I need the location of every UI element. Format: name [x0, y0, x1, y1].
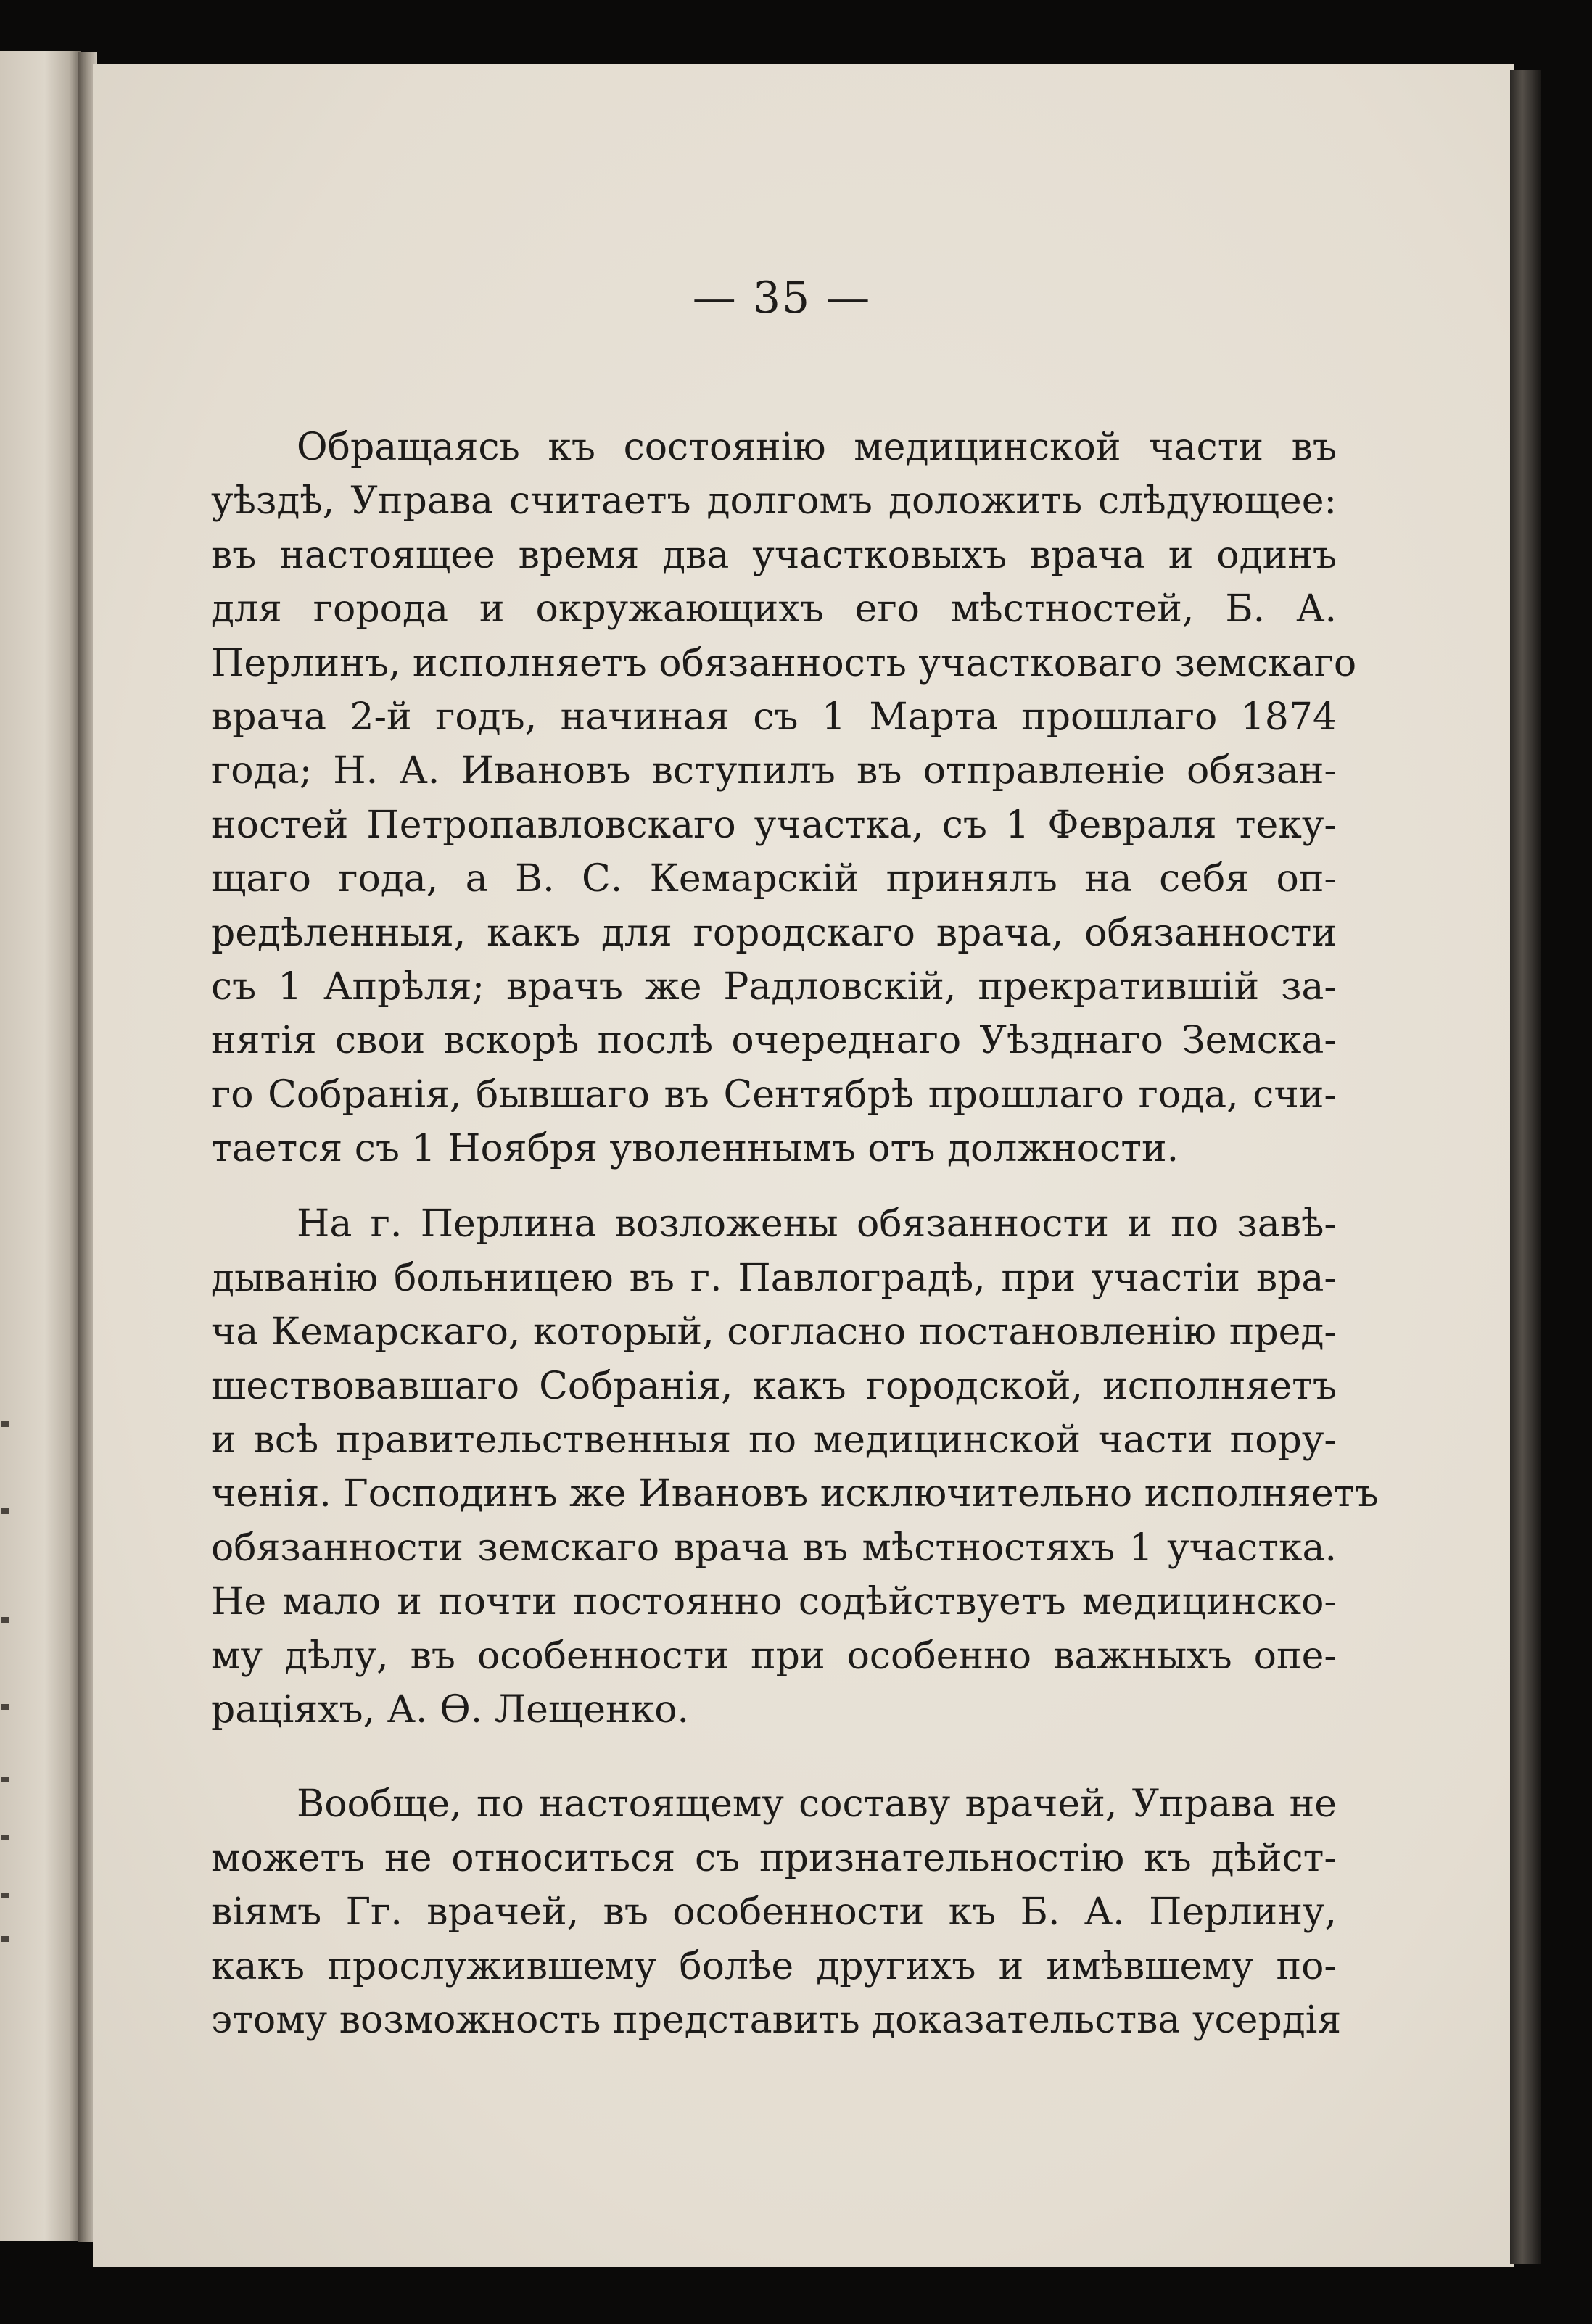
text-line: для города и окружающихъ его мѣстностей, Б. А.	[211, 587, 1337, 632]
text-line: можетъ не относиться съ признательностію къ дѣйст-	[211, 1836, 1337, 1880]
margin-mark	[1, 1893, 9, 1898]
text-line: уѣздѣ, Управа считаетъ долгомъ доложить слѣдующее:	[211, 479, 1337, 524]
text-line: обязанности земскаго врача въ мѣстностяхъ 1 участка.	[211, 1526, 1337, 1570]
margin-mark	[1, 1421, 9, 1427]
text-line: Обращаясь къ состоянію медицинской части въ	[297, 426, 1337, 469]
text-line: му дѣлу, въ особенности при особенно важныхъ опе-	[211, 1634, 1337, 1678]
text-line: и всѣ правительственныя по медицинской части пору-	[211, 1418, 1337, 1463]
text-line: Вообще, по настоящему составу врачей, Управа не	[297, 1782, 1337, 1827]
previous-page-edge	[0, 51, 81, 2241]
text-line: Перлинъ, исполняетъ обязанность участковаго земскаго	[211, 641, 1357, 685]
text-line: года; Н. А. Ивановъ вступилъ въ отправленіе обязан-	[211, 749, 1337, 793]
text-line: ностей Петропавловскаго участка, съ 1 Февраля теку-	[211, 803, 1337, 847]
text-line: раціяхъ, А. Ѳ. Лещенко.	[211, 1687, 690, 1732]
text-line: съ 1 Апрѣля; врачъ же Радловскій, прекратившій за-	[211, 964, 1337, 1009]
text-line: віямъ Гг. врачей, въ особенности къ Б. А. Перлину,	[211, 1890, 1337, 1935]
text-line: ченія. Господинъ же Ивановъ исключительно исполняетъ	[211, 1472, 1379, 1516]
page-number: — 35 —	[692, 273, 872, 323]
text-line: редѣленныя, какъ для городскаго врача, обязанности	[211, 911, 1337, 955]
margin-mark	[1, 1508, 9, 1514]
paragraph-spacer	[211, 1175, 1337, 1197]
text-line: врача 2-й годъ, начиная съ 1 Марта прошлаго 1874	[211, 695, 1337, 739]
margin-mark	[1, 1835, 9, 1840]
text-line: щаго года, а В. С. Кемарскій принялъ на себя оп-	[211, 857, 1337, 901]
margin-mark	[1, 1617, 9, 1623]
text-line: какъ прослужившему болѣе другихъ и имѣвшему по-	[211, 1944, 1337, 1988]
text-line: дыванію больницею въ г. Павлоградѣ, при участіи вра-	[211, 1256, 1337, 1300]
margin-mark	[1, 1704, 9, 1710]
paragraph-3	[211, 1777, 1342, 2047]
text-line: шествовавшаго Собранія, какъ городской, исполняетъ	[211, 1364, 1337, 1408]
book-page	[93, 64, 1514, 2267]
paragraph-1	[211, 421, 1357, 1175]
paragraph-spacer	[211, 1737, 1337, 1777]
text-line: тается съ 1 Ноября уволеннымъ отъ должности.	[211, 1127, 1179, 1171]
text-line: го Собранія, бывшаго въ Сентябрѣ прошлаго года, счи-	[211, 1072, 1337, 1117]
margin-mark	[1, 1936, 9, 1942]
book-binding-edge	[1510, 70, 1541, 2264]
text-line: На г. Перлина возложены обязанности и по завѣ-	[297, 1202, 1337, 1246]
text-line: нятія свои вскорѣ послѣ очереднаго Уѣзднаго Земска-	[211, 1019, 1337, 1063]
paragraph-2	[211, 1197, 1379, 1737]
text-line: въ настоящее время два участковыхъ врача и одинъ	[211, 533, 1337, 577]
text-line: ча Кемарскаго, который, согласно постановленію пред-	[211, 1310, 1337, 1355]
page-text	[211, 421, 1379, 2047]
text-line: Не мало и почти постоянно содѣйствуетъ медицинско-	[211, 1580, 1337, 1624]
text-line: этому возможность представить доказательства усердія	[211, 1998, 1342, 2042]
margin-mark	[1, 1777, 9, 1782]
